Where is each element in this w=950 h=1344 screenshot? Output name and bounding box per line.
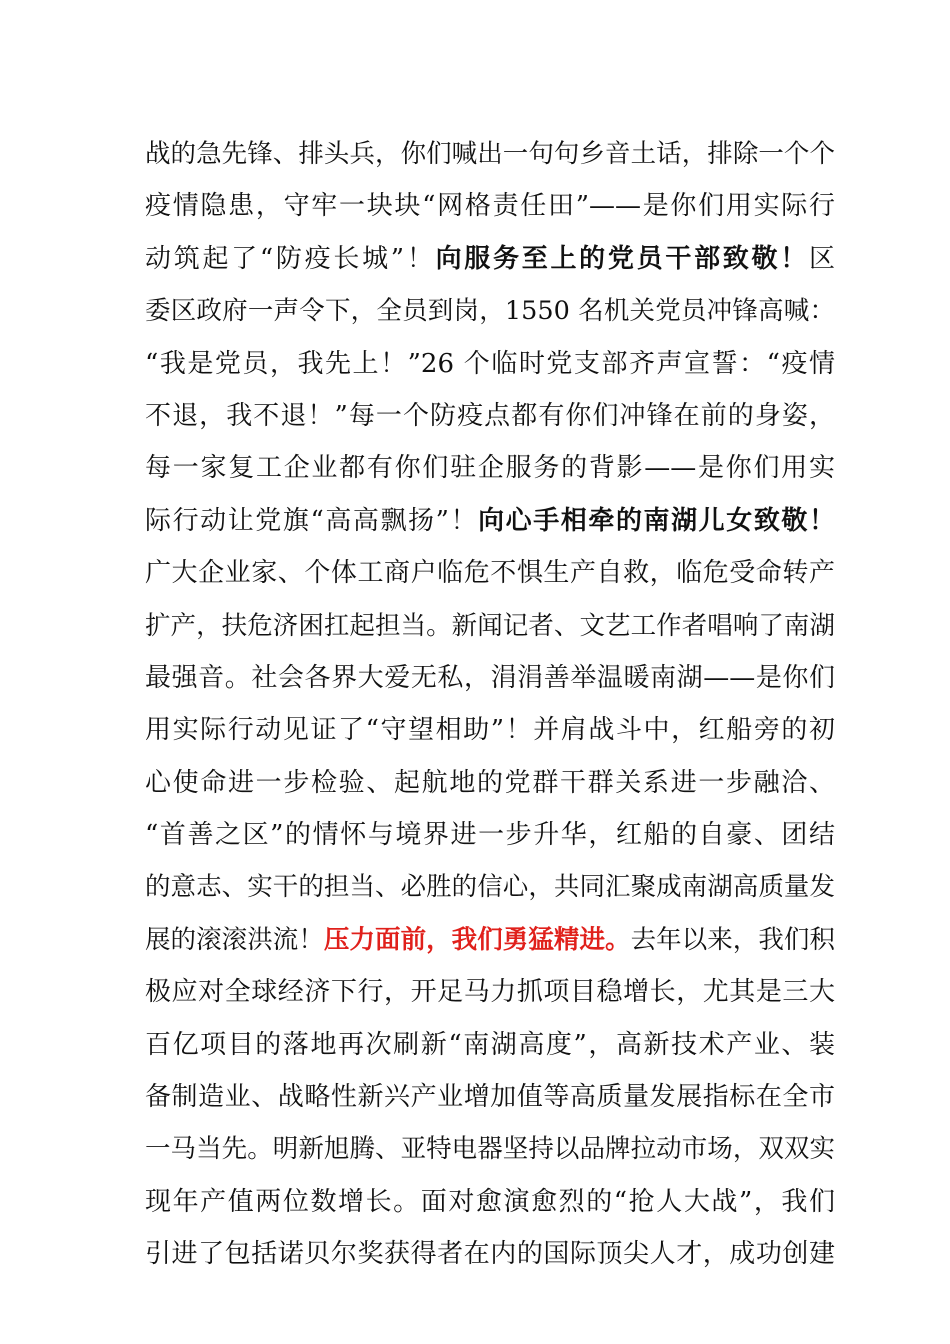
text-line [145, 809, 835, 861]
text-segment: 心使命进一步检验、起航地的党群干群关系进一步融洽、 [145, 767, 835, 798]
text-line [145, 914, 835, 966]
emphasis-text: 向心手相牵的南湖儿女致敬！ [478, 505, 835, 536]
text-line [145, 547, 835, 599]
text-segment: 动筑起了“防疫长城”！ [145, 243, 436, 274]
text-line [145, 495, 835, 547]
text-segment: 引进了包括诺贝尔奖获得者在内的国际顶尖人才，成功创建 [145, 1239, 835, 1270]
text-line [145, 600, 835, 652]
text-segment: 去年以来，我们积 [630, 924, 835, 955]
text-segment: 最强音。社会各界大爱无私，涓涓善举温暖南湖——是你们 [145, 662, 835, 693]
text-line [145, 233, 835, 285]
text-segment: 备制造业、战略性新兴产业增加值等高质量发展指标在全市 [145, 1082, 835, 1113]
text-segment: “我是党员，我先上！”26 个临时党支部齐声宣誓：“疫情 [145, 348, 835, 379]
text-segment: 现年产值两位数增长。面对愈演愈烈的“抢人大战”，我们 [145, 1186, 835, 1217]
text-line [145, 704, 835, 756]
emphasis-text: 向服务至上的党员干部致敬！ [435, 243, 809, 274]
text-line [145, 128, 835, 180]
text-segment: 扩产，扶危济困扛起担当。新闻记者、文艺工作者唱响了南湖 [145, 610, 835, 641]
text-line [145, 1019, 835, 1071]
text-line [145, 1071, 835, 1123]
text-segment: 展的滚滚洪流！ [145, 924, 324, 955]
emphasis-text: 压力面前，我们勇猛精进。 [323, 924, 631, 955]
text-segment: 每一家复工企业都有你们驻企服务的背影——是你们用实 [145, 453, 835, 484]
text-line [145, 861, 835, 913]
text-line [145, 1228, 835, 1280]
text-line [145, 442, 835, 494]
text-line [145, 285, 835, 337]
text-segment: 广大企业家、个体工商户临危不惧生产自救，临危受命转产 [145, 558, 835, 589]
text-line [145, 338, 835, 390]
text-line [145, 390, 835, 442]
text-segment: 战的急先锋、排头兵，你们喊出一句句乡音土话，排除一个个 [145, 139, 835, 169]
body-text [145, 128, 835, 1281]
text-line [145, 757, 835, 809]
text-line [145, 1176, 835, 1228]
text-segment: 一马当先。明新旭腾、亚特电器坚持以品牌拉动市场，双双实 [145, 1134, 835, 1165]
text-segment: 极应对全球经济下行，开足马力抓项目稳增长，尤其是三大 [145, 977, 835, 1008]
text-line [145, 1123, 835, 1175]
text-segment: “首善之区”的情怀与境界进一步升华，红船的自豪、团结 [145, 820, 835, 851]
text-segment: 的意志、实干的担当、必胜的信心，共同汇聚成南湖高质量发 [145, 872, 835, 903]
text-segment: 区 [808, 243, 835, 274]
text-segment: 不退，我不退！”每一个防疫点都有你们冲锋在前的身姿， [145, 400, 835, 431]
text-segment: 百亿项目的落地再次刷新“南湖高度”，高新技术产业、装 [145, 1029, 835, 1060]
text-line [145, 966, 835, 1018]
text-segment: 委区政府一声令下，全员到岗，1550 名机关党员冲锋高喊： [145, 296, 835, 327]
text-segment: 疫情隐患，守牢一块块“网格责任田”——是你们用实际行 [145, 191, 835, 222]
text-line [145, 652, 835, 704]
text-line [145, 180, 835, 232]
text-segment: 际行动让党旗“高高飘扬”！ [145, 505, 479, 536]
text-segment: 用实际行动见证了“守望相助”！并肩战斗中，红船旁的初 [145, 715, 835, 746]
